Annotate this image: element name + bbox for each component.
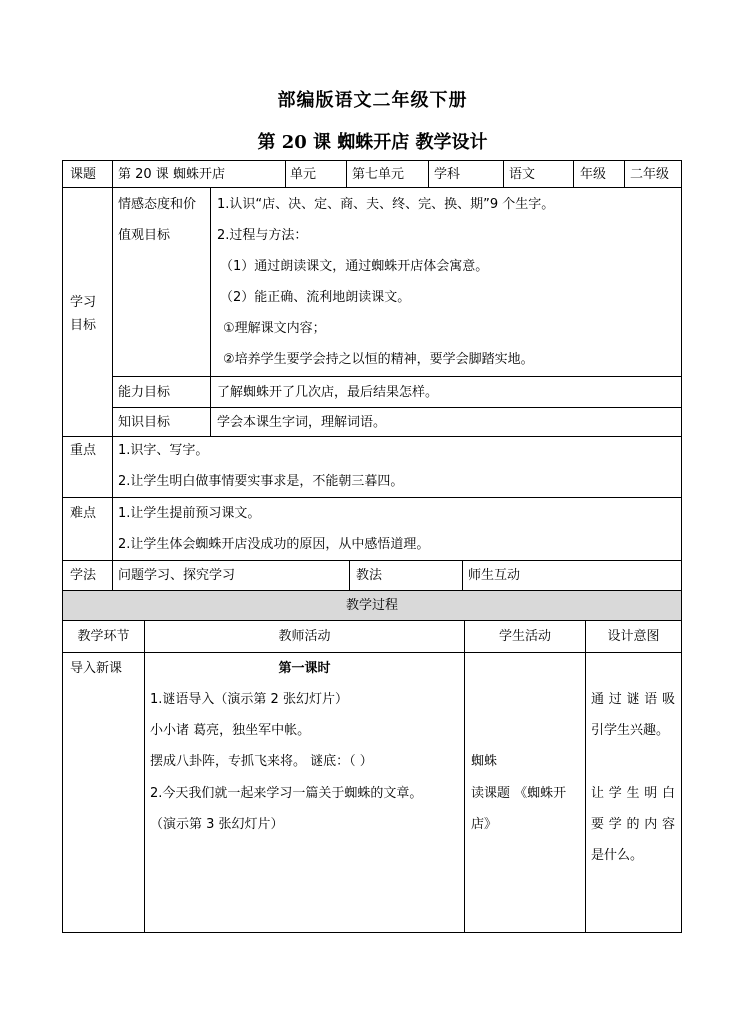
grade-label: 年级 xyxy=(580,167,607,182)
unit-value: 第七单元 xyxy=(352,167,405,182)
key-points-label: 重点 xyxy=(70,443,97,458)
ability-text: 了解蜘蛛开了几次店，最后结果怎样。 xyxy=(217,385,439,400)
study-method-label: 学法 xyxy=(70,568,97,583)
difficulties-label: 难点 xyxy=(70,506,97,521)
teach-method-label: 教法 xyxy=(356,568,383,583)
teacher-line: 1.谜语导入（演示第 2 张幻灯片） xyxy=(150,692,348,707)
key-point-line: 2.让学生明白做事情要实事求是，不能朝三暮四。 xyxy=(118,474,404,489)
emotion-line: （2）能正确、流利地朗读课文。 xyxy=(220,290,411,305)
emotion-label-line1: 情感态度和价 xyxy=(118,197,197,212)
document-subtitle: 第 20 课 蜘蛛开店 教学设计 xyxy=(257,132,488,153)
lesson-value: 第 20 课 蜘蛛开店 xyxy=(118,167,225,182)
intent-line: 引学生兴趣。 xyxy=(591,723,670,738)
objectives-label-line2: 目标 xyxy=(70,318,97,333)
unit-label: 单元 xyxy=(290,167,317,182)
teacher-line: （演示第 3 张幻灯片） xyxy=(150,817,284,832)
teacher-line: 摆成八卦阵，专抓飞来将。 谜底：（ ） xyxy=(150,754,373,769)
intent-line: 通过谜语吸 xyxy=(591,692,675,707)
subject-value: 语文 xyxy=(509,167,536,182)
emotion-label-line2: 值观目标 xyxy=(118,228,171,243)
period-title: 第一课时 xyxy=(278,661,331,676)
intent-line: 要学的内容 xyxy=(591,817,675,832)
process-header-student: 学生活动 xyxy=(498,629,551,644)
process-header-teacher: 教师活动 xyxy=(278,629,331,644)
process-header-intent: 设计意图 xyxy=(607,629,660,644)
student-line: 蜘蛛 xyxy=(471,754,498,769)
difficulty-line: 1.让学生提前预习课文。 xyxy=(118,506,261,521)
subject-label: 学科 xyxy=(434,167,461,182)
teacher-line: 小小诸 葛亮，独坐军中帐。 xyxy=(150,723,311,738)
emotion-line: ②培养学生要学会持之以恒的精神，要学会脚踏实地。 xyxy=(223,352,534,367)
student-line: 店》 xyxy=(471,817,498,832)
document-title: 部编版语文二年级下册 xyxy=(277,90,468,111)
grade-value: 二年级 xyxy=(630,167,670,182)
intent-line: 是什么。 xyxy=(591,848,644,863)
process-header-stage: 教学环节 xyxy=(77,629,130,644)
knowledge-label: 知识目标 xyxy=(118,415,171,430)
emotion-line: ①理解课文内容； xyxy=(223,321,326,336)
process-stage: 导入新课 xyxy=(70,661,123,676)
intent-line: 让学生明白 xyxy=(591,786,675,801)
ability-label: 能力目标 xyxy=(118,385,171,400)
key-point-line: 1.识字、写字。 xyxy=(118,443,209,458)
emotion-line: （1）通过朗读课文，通过蜘蛛开店体会寓意。 xyxy=(220,259,489,274)
lesson-label: 课题 xyxy=(70,167,97,182)
teach-method-value: 师生互动 xyxy=(468,568,521,583)
process-section-title: 教学过程 xyxy=(345,598,398,613)
objectives-label-line1: 学习 xyxy=(70,295,97,310)
difficulty-line: 2.让学生体会蜘蛛开店没成功的原因，从中感悟道理。 xyxy=(118,537,430,552)
study-method-value: 问题学习、探究学习 xyxy=(118,568,236,583)
emotion-line: 1.认识“店、决、定、商、夫、终、完、换、期”9 个生字。 xyxy=(217,197,555,212)
student-line: 读课题 《蜘蛛开 xyxy=(471,786,567,801)
teacher-line: 2.今天我们就一起来学习一篇关于蜘蛛的文章。 xyxy=(150,786,423,801)
knowledge-text: 学会本课生字词，理解词语。 xyxy=(217,415,387,430)
emotion-line: 2.过程与方法： xyxy=(217,228,308,243)
